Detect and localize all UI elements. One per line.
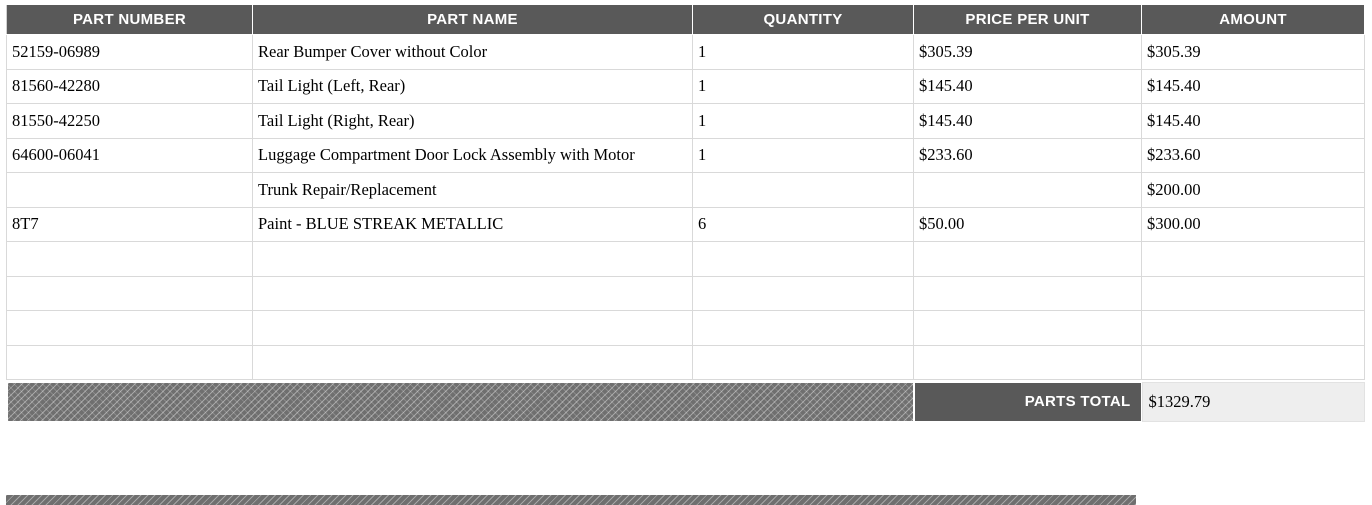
cell-part-name — [253, 311, 693, 346]
cell-part-number: 64600-06041 — [7, 138, 253, 173]
cell-part-number — [7, 345, 253, 380]
cell-part-number — [7, 276, 253, 311]
cell-part-name: Tail Light (Left, Rear) — [253, 69, 693, 104]
parts-total-value-cell — [1142, 380, 1365, 424]
cell-part-name: Luggage Compartment Door Lock Assembly with Motor — [253, 138, 693, 173]
cell-amount — [1142, 276, 1365, 311]
cell-price-per-unit — [914, 345, 1142, 380]
table-row[interactable] — [7, 173, 1365, 208]
cell-amount — [1142, 242, 1365, 277]
cell-part-name — [253, 345, 693, 380]
parts-table — [6, 4, 1365, 424]
cell-part-name — [253, 276, 693, 311]
parts-total-row — [7, 380, 1365, 424]
column-header-quantity: QUANTITY — [693, 5, 914, 35]
cell-amount: $305.39 — [1142, 35, 1365, 70]
cell-part-number: 52159-06989 — [7, 35, 253, 70]
hatch-pattern — [7, 382, 914, 422]
cell-part-name: Trunk Repair/Replacement — [253, 173, 693, 208]
table-row[interactable] — [7, 69, 1365, 104]
cell-price-per-unit: $145.40 — [914, 69, 1142, 104]
cell-quantity: 1 — [693, 69, 914, 104]
parts-estimate-sheet — [0, 4, 1372, 505]
cell-part-number: 8T7 — [7, 207, 253, 242]
table-body — [7, 35, 1365, 424]
cell-price-per-unit: $145.40 — [914, 104, 1142, 139]
cell-price-per-unit — [914, 311, 1142, 346]
hatched-bottom-strip — [6, 495, 1136, 505]
cell-amount — [1142, 311, 1365, 346]
cell-price-per-unit — [914, 242, 1142, 277]
cell-amount: $145.40 — [1142, 104, 1365, 139]
cell-part-name: Tail Light (Right, Rear) — [253, 104, 693, 139]
cell-part-name: Paint - BLUE STREAK METALLIC — [253, 207, 693, 242]
parts-total-label: PARTS TOTAL — [914, 382, 1142, 422]
table-row[interactable] — [7, 138, 1365, 173]
cell-price-per-unit: $305.39 — [914, 35, 1142, 70]
column-header-price-per-unit: PRICE PER UNIT — [914, 5, 1142, 35]
cell-price-per-unit: $233.60 — [914, 138, 1142, 173]
cell-quantity: 1 — [693, 138, 914, 173]
cell-part-name: Rear Bumper Cover without Color — [253, 35, 693, 70]
table-row[interactable] — [7, 35, 1365, 70]
cell-quantity: 1 — [693, 35, 914, 70]
table-row[interactable] — [7, 311, 1365, 346]
cell-amount: $200.00 — [1142, 173, 1365, 208]
cell-part-number — [7, 173, 253, 208]
cell-quantity: 1 — [693, 104, 914, 139]
cell-quantity — [693, 242, 914, 277]
cell-quantity — [693, 345, 914, 380]
cell-price-per-unit: $50.00 — [914, 207, 1142, 242]
cell-quantity — [693, 311, 914, 346]
cell-price-per-unit — [914, 276, 1142, 311]
cell-amount: $233.60 — [1142, 138, 1365, 173]
cell-amount: $145.40 — [1142, 69, 1365, 104]
cell-quantity — [693, 276, 914, 311]
column-header-amount: AMOUNT — [1142, 5, 1365, 35]
table-header-row — [7, 5, 1365, 35]
cell-part-number — [7, 311, 253, 346]
column-header-part-name: PART NAME — [253, 5, 693, 35]
hatched-filler-cell — [7, 380, 914, 424]
cell-part-number: 81550-42250 — [7, 104, 253, 139]
column-header-part-number: PART NUMBER — [7, 5, 253, 35]
table-row[interactable] — [7, 207, 1365, 242]
cell-quantity: 6 — [693, 207, 914, 242]
table-row[interactable] — [7, 276, 1365, 311]
parts-total-label-cell — [914, 380, 1142, 424]
table-row[interactable] — [7, 242, 1365, 277]
cell-price-per-unit — [914, 173, 1142, 208]
cell-part-name — [253, 242, 693, 277]
cell-amount: $300.00 — [1142, 207, 1365, 242]
cell-part-number — [7, 242, 253, 277]
cell-part-number: 81560-42280 — [7, 69, 253, 104]
cell-amount — [1142, 345, 1365, 380]
table-row[interactable] — [7, 104, 1365, 139]
table-row[interactable] — [7, 345, 1365, 380]
cell-quantity — [693, 173, 914, 208]
table-header — [7, 5, 1365, 35]
parts-total-value: $1329.79 — [1142, 382, 1365, 422]
